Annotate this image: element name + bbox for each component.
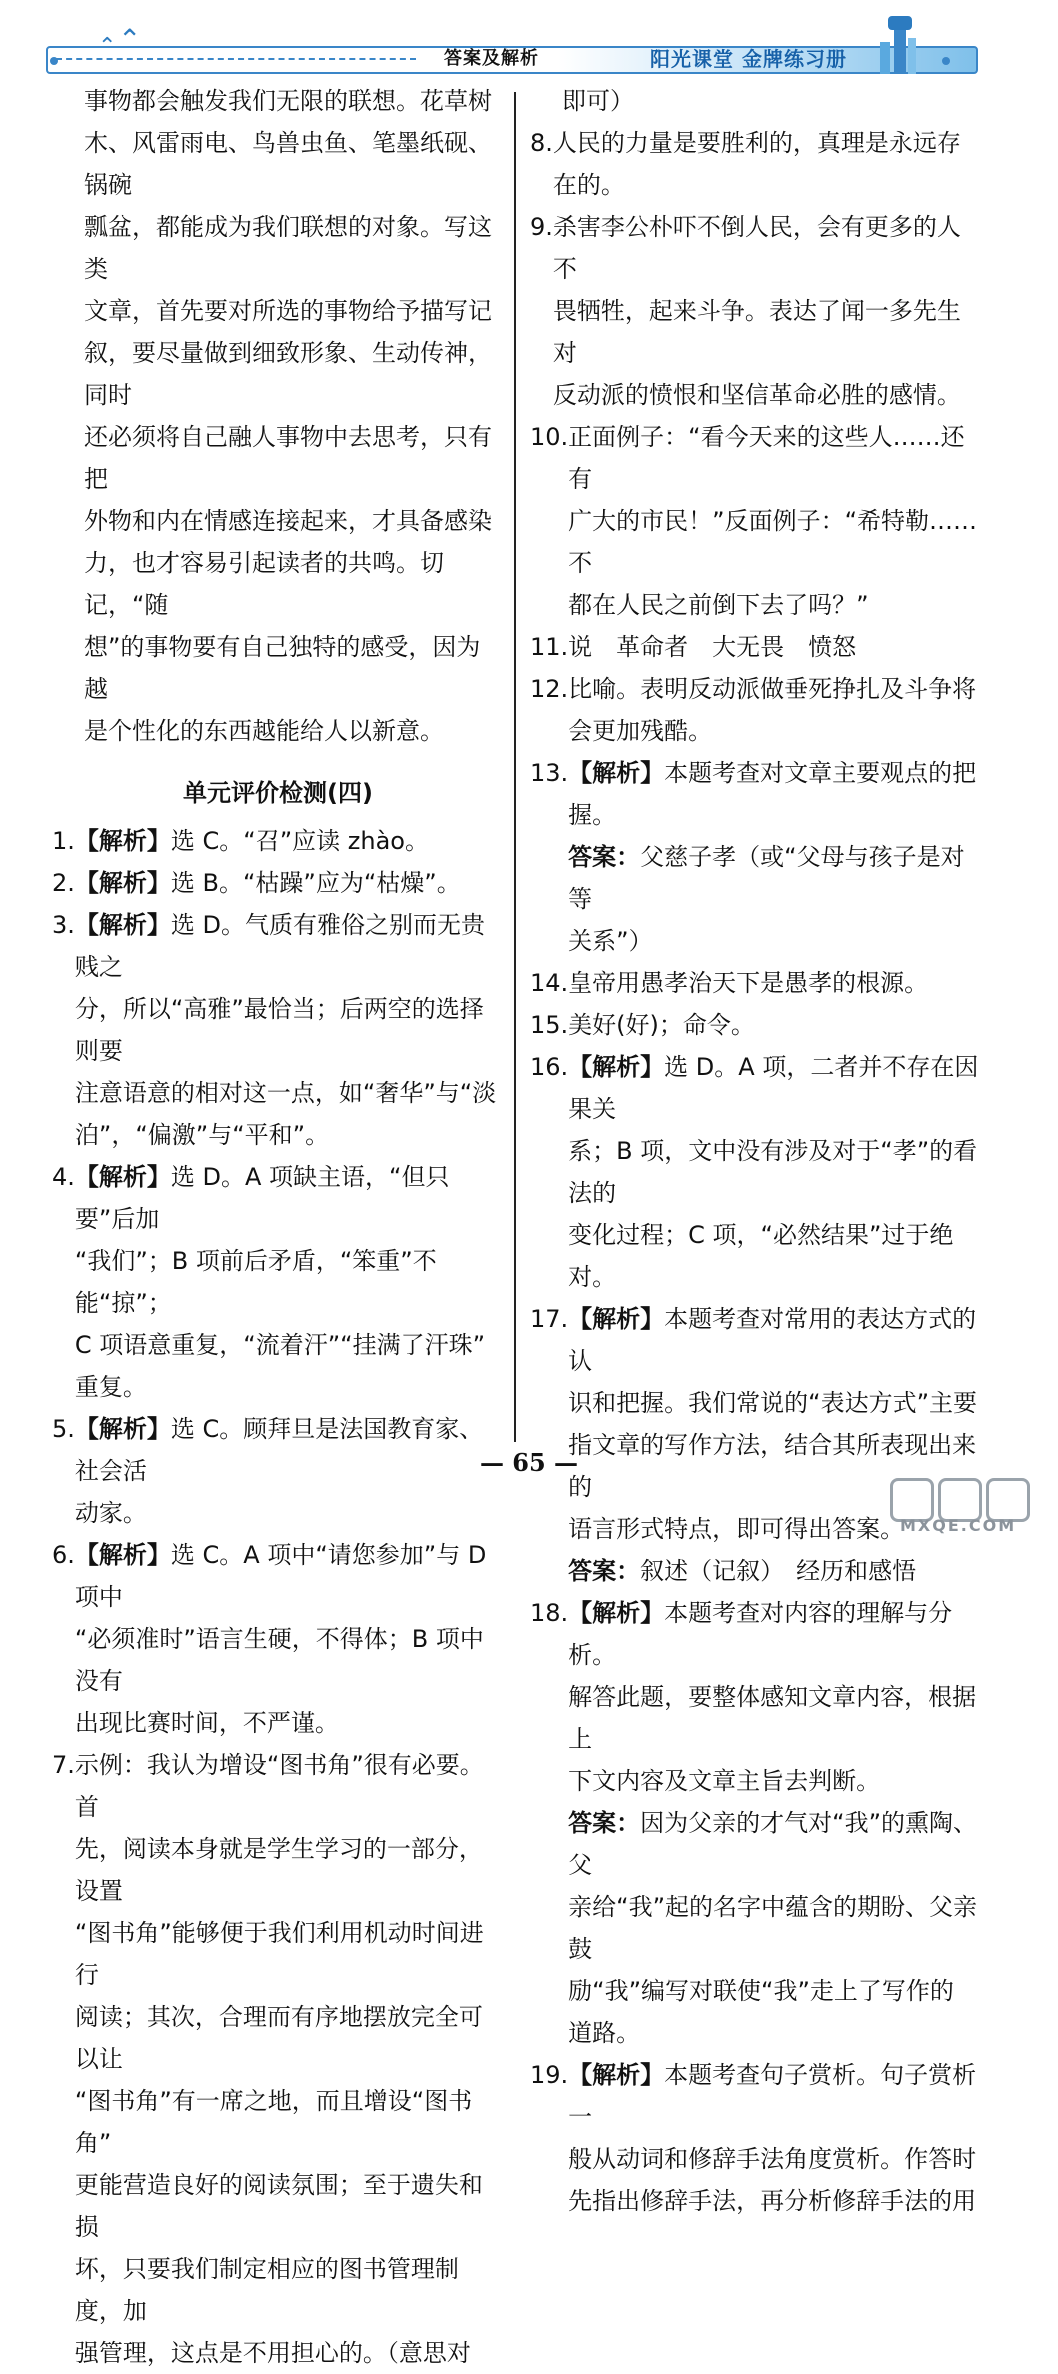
item-body bbox=[568, 416, 982, 626]
list-item bbox=[530, 626, 982, 668]
column-divider bbox=[514, 92, 516, 1442]
text-line bbox=[75, 2332, 504, 2374]
item-body bbox=[568, 962, 982, 1004]
list-item bbox=[530, 1592, 982, 2054]
answer-line bbox=[568, 1970, 982, 2012]
item-number: 2. bbox=[52, 869, 75, 897]
header-dot-right bbox=[942, 57, 950, 65]
item-number: 9. bbox=[530, 213, 553, 241]
line-text: 选 D。气质有雅俗之别而无贵贱之 bbox=[74, 911, 486, 981]
continuation-line: 力，也才容易引起读者的共鸣。切记，“随 bbox=[84, 549, 444, 619]
text-line bbox=[568, 962, 982, 1004]
answer-line bbox=[568, 1550, 982, 1592]
analysis-tag: 【解析】 bbox=[568, 759, 665, 787]
list-item bbox=[52, 904, 504, 1156]
continuation-line: 叙，要尽量做到细致形象、生动传神，同时 bbox=[84, 339, 492, 409]
item-number: 5. bbox=[52, 1415, 75, 1443]
analysis-tag: 【解析】 bbox=[74, 869, 171, 897]
item-body bbox=[568, 668, 982, 752]
line-text: 选 D。A 项，二者并不存在因果关 bbox=[568, 1053, 979, 1123]
continuation-line: 想”的事物要有自己独特的感受，因为越 bbox=[84, 633, 481, 703]
answer-line bbox=[568, 836, 982, 920]
item-body bbox=[75, 1744, 504, 2374]
line-text: 会更加残酷。 bbox=[568, 717, 713, 745]
text-line bbox=[75, 1324, 504, 1366]
text-line bbox=[568, 1382, 982, 1424]
line-text: 反动派的愤恨和坚信革命必胜的感情。 bbox=[552, 381, 961, 409]
continuation-line: 即可） bbox=[562, 87, 634, 115]
analysis-tag: 【解析】 bbox=[568, 1305, 665, 1333]
bird-icon: ⌃ bbox=[98, 34, 117, 59]
line-text: 识和把握。我们常说的“表达方式”主要 bbox=[568, 1389, 978, 1417]
item-body bbox=[568, 1004, 982, 1046]
left-column bbox=[52, 80, 504, 2374]
line-text: 注意语意的相对这一点，如“奢华”与“淡 bbox=[74, 1079, 497, 1107]
line-text: 美好(好)；命令。 bbox=[568, 1011, 755, 1039]
text-line bbox=[553, 374, 982, 416]
answer-line bbox=[568, 2012, 982, 2054]
line-text: 语言形式特点，即可得出答案。 bbox=[568, 1515, 905, 1543]
analysis-tag: 【解析】 bbox=[74, 911, 171, 939]
list-item bbox=[530, 962, 982, 1004]
item-body bbox=[568, 1046, 982, 1298]
answer-line bbox=[568, 1802, 982, 1886]
item-number: 14. bbox=[530, 969, 569, 997]
answer-text: 父慈子孝（或“父母与孩子是对等 bbox=[568, 843, 965, 913]
text-line bbox=[75, 1492, 504, 1534]
text-line bbox=[568, 1760, 982, 1802]
list-item bbox=[530, 122, 982, 206]
line-text: “必须准时”语言生硬，不得体；B 项中没有 bbox=[74, 1625, 484, 1695]
item-number: 16. bbox=[530, 1053, 569, 1081]
bird-icon: ⌃ bbox=[118, 23, 142, 56]
analysis-tag: 【解析】 bbox=[74, 1415, 171, 1443]
text-line bbox=[75, 1114, 504, 1156]
item-number: 7. bbox=[52, 1751, 75, 1779]
text-line bbox=[75, 1072, 504, 1114]
analysis-tag: 【解析】 bbox=[74, 1163, 171, 1191]
item-body bbox=[568, 1592, 982, 2054]
text-line bbox=[568, 2138, 982, 2180]
answer-line bbox=[568, 1886, 982, 1970]
text-line bbox=[75, 2164, 504, 2248]
answer-text: 叙述（记叙） 经历和感悟 bbox=[640, 1557, 917, 1585]
analysis-tag: 【解析】 bbox=[568, 1053, 665, 1081]
text-line bbox=[568, 1130, 982, 1214]
text-line bbox=[568, 752, 982, 836]
text-line bbox=[75, 1828, 504, 1912]
right-column bbox=[530, 80, 982, 2222]
item-number: 12. bbox=[530, 675, 569, 703]
text-line bbox=[75, 1912, 504, 1996]
line-text: 先指出修辞手法，再分析修辞手法的用 bbox=[568, 2187, 977, 2215]
text-line bbox=[75, 862, 504, 904]
item-number: 13. bbox=[530, 759, 569, 787]
line-text: 杀害李公朴吓不倒人民，会有更多的人不 bbox=[552, 213, 961, 283]
text-line bbox=[553, 206, 982, 290]
page-number: — 65 — bbox=[479, 1448, 579, 1477]
line-text: 出现比赛时间，不严谨。 bbox=[74, 1709, 339, 1737]
text-line bbox=[568, 1592, 982, 1676]
item-number: 11. bbox=[530, 633, 569, 661]
page-header bbox=[46, 23, 978, 78]
line-text: “图书角”有一席之地，而且增设“图书角” bbox=[74, 2087, 473, 2157]
list-item bbox=[52, 862, 504, 904]
line-text: 泊”，“偏激”与“平和”。 bbox=[74, 1121, 330, 1149]
answer-label: 答案： bbox=[568, 1809, 641, 1837]
line-text: 选 C。顾拜旦是法国教育家、社会活 bbox=[74, 1415, 484, 1485]
section-title: 单元评价检测(四) bbox=[183, 779, 373, 807]
analysis-tag: 【解析】 bbox=[74, 1541, 171, 1569]
list-item bbox=[530, 416, 982, 626]
item-body bbox=[568, 626, 982, 668]
line-text: 更能营造良好的阅读氛围；至于遗失和损 bbox=[74, 2171, 483, 2241]
continuation-line: 木、风雷雨电、鸟兽虫鱼、笔墨纸砚、锅碗 bbox=[84, 129, 492, 199]
line-text: 说 革命者 大无畏 愤怒 bbox=[568, 633, 857, 661]
item-number: 8. bbox=[530, 129, 553, 157]
item-number: 15. bbox=[530, 1011, 569, 1039]
text-line bbox=[75, 1996, 504, 2080]
header-title: 答案及解析 bbox=[444, 48, 539, 69]
text-line bbox=[568, 1214, 982, 1298]
tower-icon bbox=[874, 12, 918, 74]
line-text: 在的。 bbox=[552, 171, 625, 199]
answer-label: 答案： bbox=[568, 843, 641, 871]
item-body bbox=[75, 1534, 504, 1744]
line-text: 本题考查对常用的表达方式的认 bbox=[568, 1305, 977, 1375]
text-line bbox=[568, 1676, 982, 1760]
item-body bbox=[568, 1298, 982, 1592]
line-text: 正面例子：“看今天来的这些人……还有 bbox=[568, 423, 965, 493]
text-line bbox=[568, 710, 982, 752]
text-line bbox=[75, 820, 504, 862]
line-text: 般从动词和修辞手法角度赏析。作答时 bbox=[568, 2145, 977, 2173]
list-item bbox=[530, 752, 982, 962]
text-line bbox=[75, 1156, 504, 1240]
line-text: C 项语意重复，“流着汗”“挂满了汗珠” bbox=[74, 1331, 486, 1359]
line-text: 人民的力量是要胜利的，真理是永远存 bbox=[552, 129, 961, 157]
list-item bbox=[530, 1004, 982, 1046]
answer-text: 亲给“我”起的名字中蕴含的期盼、父亲鼓 bbox=[568, 1893, 978, 1963]
line-text: 变化过程；C 项，“必然结果”过于绝对。 bbox=[568, 1221, 954, 1291]
line-text: 阅读；其次，合理而有序地摆放完全可以让 bbox=[74, 2003, 483, 2073]
text-line bbox=[568, 584, 982, 626]
text-line bbox=[553, 164, 982, 206]
list-item bbox=[530, 668, 982, 752]
line-text: 比喻。表明反动派做垂死挣扎及斗争将 bbox=[568, 675, 977, 703]
line-text: 广大的市民！”反面例子：“希特勒……不 bbox=[568, 507, 978, 577]
analysis-tag: 【解析】 bbox=[568, 2061, 665, 2089]
item-number: 4. bbox=[52, 1163, 75, 1191]
item-number: 10. bbox=[530, 423, 569, 451]
text-line bbox=[553, 122, 982, 164]
item-number: 1. bbox=[52, 827, 75, 855]
item-number: 6. bbox=[52, 1541, 75, 1569]
line-text: 选 C。“召”应读 zhào。 bbox=[170, 827, 429, 855]
text-line bbox=[75, 988, 504, 1072]
item-body bbox=[75, 1156, 504, 1408]
text-line bbox=[75, 904, 504, 988]
line-text: 先，阅读本身就是学生学习的一部分，设置 bbox=[74, 1835, 483, 1905]
line-text: 重复。 bbox=[74, 1373, 147, 1401]
header-dot-left bbox=[50, 57, 58, 65]
text-line bbox=[75, 1534, 504, 1618]
text-line bbox=[568, 1298, 982, 1382]
line-text: 下文内容及文章主旨去判断。 bbox=[568, 1767, 881, 1795]
list-item bbox=[530, 2054, 982, 2222]
line-text: 皇帝用愚孝治天下是愚孝的根源。 bbox=[568, 969, 929, 997]
text-line bbox=[75, 1618, 504, 1702]
list-item bbox=[530, 1298, 982, 1592]
watermark-text: MXQE.COM bbox=[900, 1516, 1017, 1535]
text-line bbox=[568, 1004, 982, 1046]
text-line bbox=[568, 1046, 982, 1130]
list-item bbox=[530, 206, 982, 416]
answer-text: 励“我”编写对联使“我”走上了写作的 bbox=[568, 1977, 954, 2005]
line-text: 示例：我认为增设“图书角”很有必要。首 bbox=[74, 1751, 484, 1821]
item-body bbox=[75, 862, 504, 904]
text-line bbox=[568, 668, 982, 710]
text-line bbox=[568, 2180, 982, 2222]
answer-text: 关系”） bbox=[568, 927, 653, 955]
line-text: 系；B 项，文中没有涉及对于“孝”的看法的 bbox=[568, 1137, 978, 1207]
analysis-tag: 【解析】 bbox=[568, 1599, 665, 1627]
line-text: “图书角”能够便于我们利用机动时间进行 bbox=[74, 1919, 484, 1989]
line-text: 都在人民之前倒下去了吗？” bbox=[568, 591, 869, 619]
continuation-line: 是个性化的东西越能给人以新意。 bbox=[84, 717, 444, 745]
text-line bbox=[75, 2248, 504, 2332]
line-text: 选 D。A 项缺主语，“但只要”后加 bbox=[74, 1163, 450, 1233]
answer-text: 因为父亲的才气对“我”的熏陶、父 bbox=[568, 1809, 978, 1879]
continuation-line: 外物和内在情感连接起来，才具备感染 bbox=[84, 507, 492, 535]
answer-line bbox=[568, 920, 982, 962]
text-line bbox=[75, 2080, 504, 2164]
line-text: 本题考查对文章主要观点的把握。 bbox=[568, 759, 977, 829]
line-text: 指文章的写作方法，结合其所表现出来的 bbox=[568, 1431, 977, 1501]
list-item bbox=[52, 1744, 504, 2374]
continuation-line: 还必须将自己融人事物中去思考，只有把 bbox=[84, 423, 492, 493]
line-text: 强管理，这点是不用担心的。（意思对 bbox=[74, 2339, 471, 2367]
text-line bbox=[75, 1744, 504, 1828]
line-text: “我们”；B 项前后矛盾，“笨重”不能“掠”； bbox=[74, 1247, 437, 1317]
line-text: 本题考查句子赏析。句子赏析一 bbox=[568, 2061, 977, 2131]
item-body bbox=[568, 2054, 982, 2222]
text-line bbox=[75, 1240, 504, 1324]
line-text: 畏牺牲，起来斗争。表达了闻一多先生对 bbox=[552, 297, 961, 367]
text-line bbox=[75, 1366, 504, 1408]
line-text: 分，所以“高雅”最恰当；后两空的选择则要 bbox=[74, 995, 484, 1065]
item-number: 19. bbox=[530, 2061, 569, 2089]
item-number: 17. bbox=[530, 1305, 569, 1333]
item-body bbox=[553, 122, 982, 206]
list-item bbox=[52, 1534, 504, 1744]
item-body bbox=[568, 752, 982, 962]
continuation-line: 事物都会触发我们无限的联想。花草树 bbox=[84, 87, 492, 115]
list-item bbox=[530, 1046, 982, 1298]
text-line bbox=[75, 1702, 504, 1744]
line-text: 动家。 bbox=[74, 1499, 147, 1527]
line-text: 坏，只要我们制定相应的图书管理制度，加 bbox=[74, 2255, 459, 2325]
analysis-tag: 【解析】 bbox=[74, 827, 171, 855]
line-text: 本题考查对内容的理解与分析。 bbox=[568, 1599, 953, 1669]
item-body bbox=[553, 206, 982, 416]
text-line bbox=[568, 2054, 982, 2138]
watermark bbox=[890, 1478, 1040, 1535]
continuation-line: 瓢盆，都能成为我们联想的对象。写这类 bbox=[84, 213, 492, 283]
answer-label: 答案： bbox=[568, 1557, 641, 1585]
list-item bbox=[52, 1156, 504, 1408]
text-line bbox=[568, 500, 982, 584]
text-line bbox=[568, 416, 982, 500]
continuation-line: 文章，首先要对所选的事物给予描写记 bbox=[84, 297, 492, 325]
line-text: 选 C。A 项中“请您参加”与 D 项中 bbox=[74, 1541, 487, 1611]
list-item bbox=[52, 820, 504, 862]
text-line bbox=[568, 626, 982, 668]
text-line bbox=[553, 290, 982, 374]
item-body bbox=[75, 820, 504, 862]
line-text: 解答此题，要整体感知文章内容，根据上 bbox=[568, 1683, 977, 1753]
item-number: 18. bbox=[530, 1599, 569, 1627]
line-text: 选 B。“枯躁”应为“枯燥”。 bbox=[170, 869, 461, 897]
header-brand: 阳光课堂 金牌练习册 bbox=[650, 47, 847, 71]
item-number: 3. bbox=[52, 911, 75, 939]
answer-text: 道路。 bbox=[568, 2019, 641, 2047]
item-body bbox=[75, 904, 504, 1156]
